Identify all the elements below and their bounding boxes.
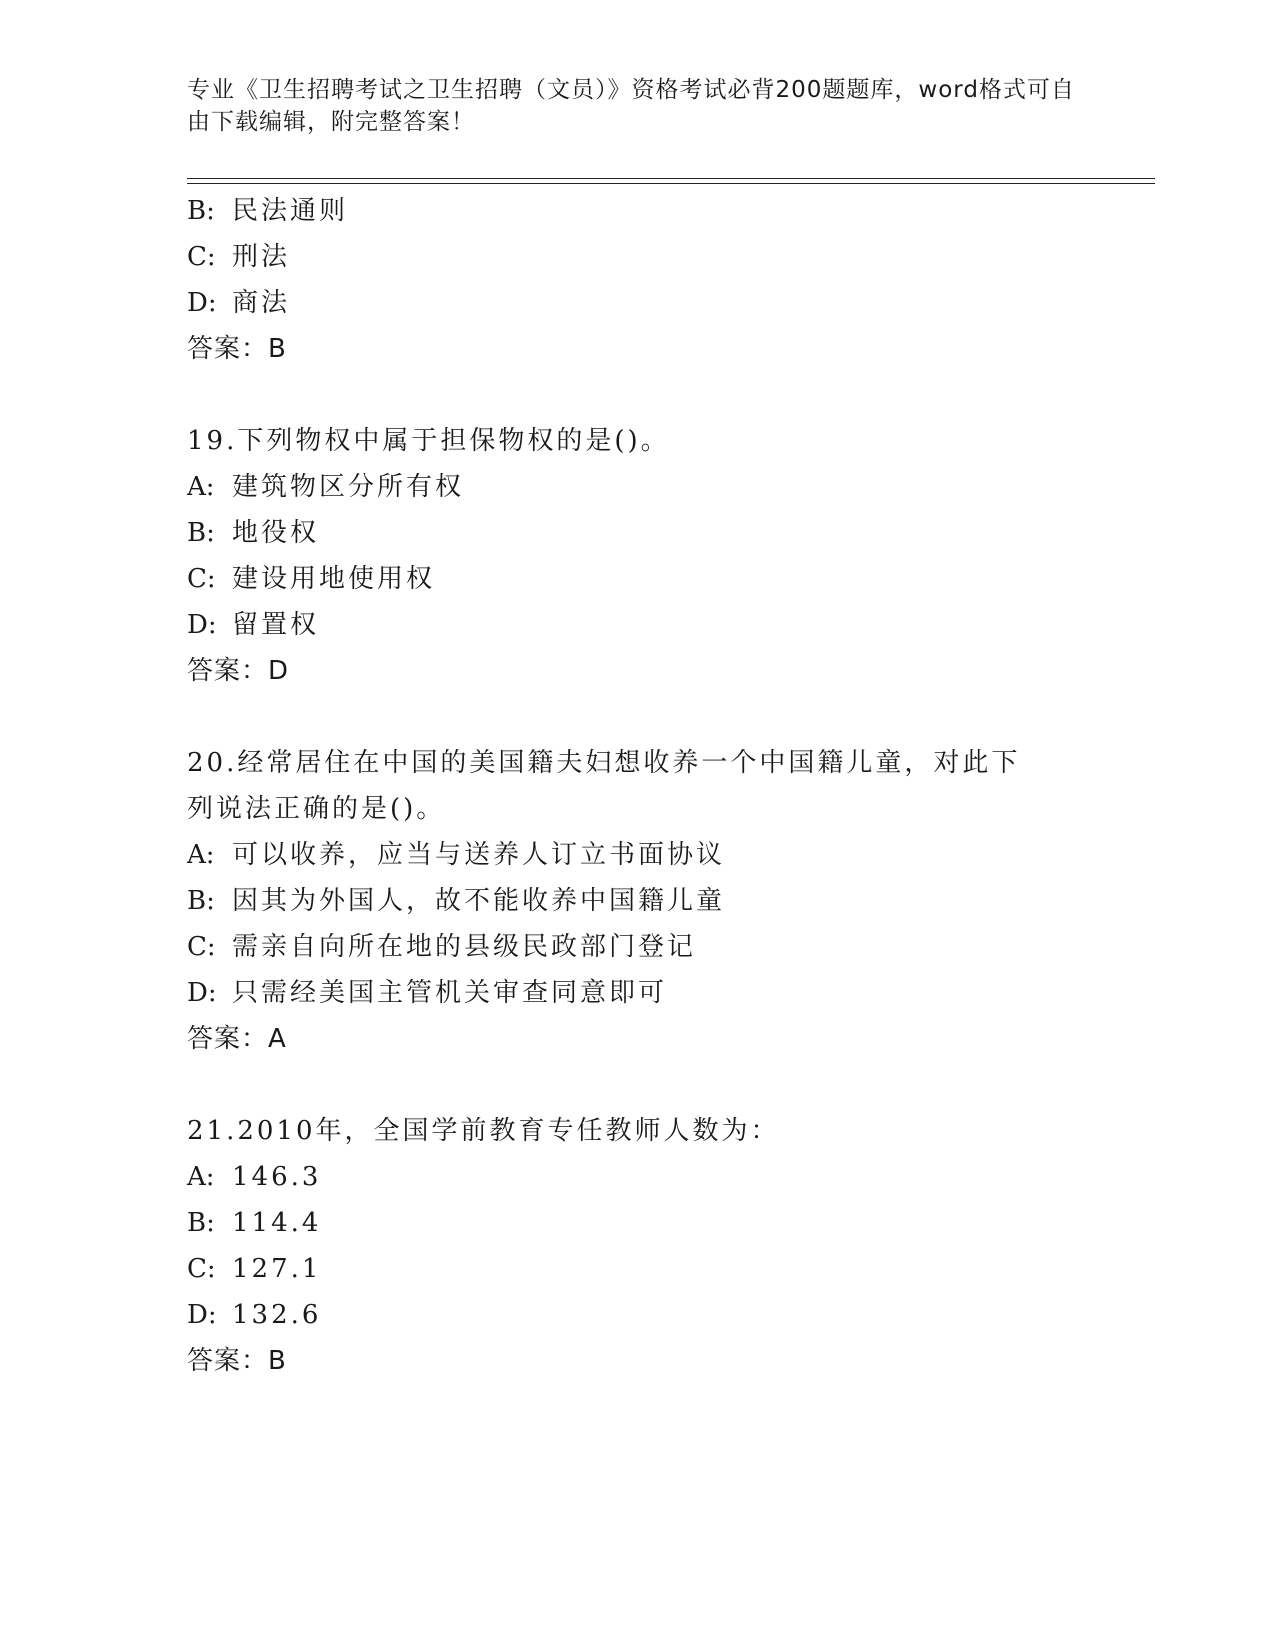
option-d xyxy=(187,280,1087,326)
question-21 xyxy=(187,1108,1087,1384)
question-20 xyxy=(187,740,1087,1062)
option-text: 只需经美国主管机关审查同意即可 xyxy=(232,978,668,1008)
option-text: 132.6 xyxy=(232,1300,322,1330)
option-key: C: xyxy=(187,242,216,272)
option-text: 因其为外国人，故不能收养中国籍儿童 xyxy=(232,886,726,916)
spacer xyxy=(187,1062,1087,1108)
answer-line: 答案：A xyxy=(187,1024,287,1054)
option-c xyxy=(187,1246,1087,1292)
option-c xyxy=(187,234,1087,280)
document-header xyxy=(187,74,1087,138)
option-text: 需亲自向所在地的县级民政部门登记 xyxy=(232,932,697,962)
option-key: A: xyxy=(187,472,215,502)
question-stem: 19.下列物权中属于担保物权的是()。 xyxy=(187,426,670,456)
option-text: 114.4 xyxy=(232,1208,322,1238)
option-text: 127.1 xyxy=(232,1254,322,1284)
option-b xyxy=(187,188,1087,234)
answer-line: 答案：D xyxy=(187,656,290,686)
option-text: 可以收养，应当与送养人订立书面协议 xyxy=(232,840,726,870)
document-title: 专业《卫生招聘考试之卫生招聘（文员）》资格考试必背200题题库，word格式可自由下载编辑，附完整答案！ xyxy=(187,77,1075,135)
question-19 xyxy=(187,418,1087,694)
option-text: 商法 xyxy=(232,288,291,318)
option-text: 留置权 xyxy=(232,610,320,640)
option-key: C: xyxy=(187,1254,216,1284)
option-key: B: xyxy=(187,196,215,226)
option-text: 建筑物区分所有权 xyxy=(232,472,465,502)
option-b xyxy=(187,1200,1087,1246)
spacer xyxy=(187,694,1087,740)
header-divider-top xyxy=(187,178,1155,179)
option-b xyxy=(187,510,1087,556)
option-d xyxy=(187,602,1087,648)
question-stem: 21.2010年，全国学前教育专任教师人数为： xyxy=(187,1116,780,1146)
option-text: 民法通则 xyxy=(232,196,349,226)
option-key: D: xyxy=(187,1300,217,1330)
question-18-tail xyxy=(187,188,1087,372)
option-text: 地役权 xyxy=(232,518,320,548)
option-d xyxy=(187,970,1087,1016)
option-key: A: xyxy=(187,1162,215,1192)
option-text: 146.3 xyxy=(232,1162,322,1192)
option-text: 刑法 xyxy=(232,242,291,272)
option-a xyxy=(187,832,1087,878)
option-key: D: xyxy=(187,288,217,318)
option-c xyxy=(187,924,1087,970)
option-key: B: xyxy=(187,518,215,548)
option-a xyxy=(187,464,1087,510)
question-list xyxy=(187,188,1087,1384)
option-c xyxy=(187,556,1087,602)
option-key: B: xyxy=(187,886,215,916)
option-key: D: xyxy=(187,610,217,640)
option-text: 建设用地使用权 xyxy=(232,564,436,594)
option-key: B: xyxy=(187,1208,215,1238)
option-key: C: xyxy=(187,564,216,594)
option-b xyxy=(187,878,1087,924)
spacer xyxy=(187,372,1087,418)
header-divider-bottom xyxy=(187,183,1155,184)
option-d xyxy=(187,1292,1087,1338)
option-key: A: xyxy=(187,840,215,870)
option-a xyxy=(187,1154,1087,1200)
answer-line: 答案：B xyxy=(187,1346,287,1376)
question-stem: 20.经常居住在中国的美国籍夫妇想收养一个中国籍儿童，对此下列说法正确的是()。 xyxy=(187,748,1021,824)
option-key: D: xyxy=(187,978,217,1008)
answer-line: 答案：B xyxy=(187,334,287,364)
option-key: C: xyxy=(187,932,216,962)
